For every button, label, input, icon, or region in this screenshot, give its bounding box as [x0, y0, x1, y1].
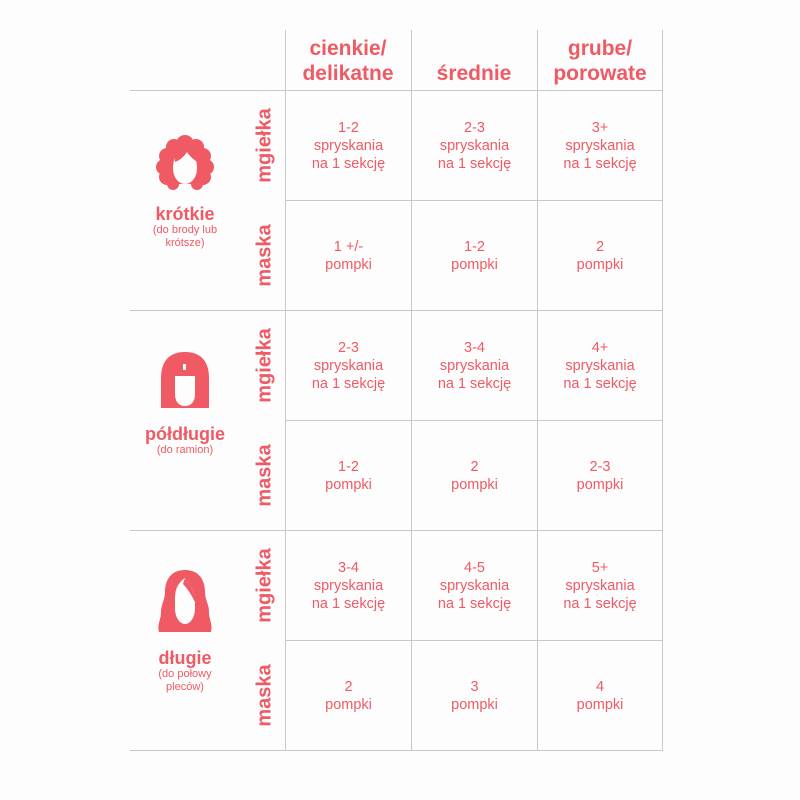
- group-note: (do brody lub krótsze): [152, 224, 218, 249]
- group-name: krótkie: [155, 204, 215, 224]
- table-cell: 1-2 spryskania na 1 sekcję: [311, 119, 386, 172]
- grid-line: [130, 750, 663, 751]
- table-cell: 1-2 pompki: [325, 458, 372, 493]
- column-header-thin: cienkie/ delikatne: [302, 37, 394, 85]
- hair-length-group-short: [130, 130, 240, 250]
- row-label-mask: maska: [253, 663, 276, 727]
- row-label-mist: mgiełka: [253, 327, 276, 403]
- hair-length-group-medium: [130, 350, 240, 457]
- medium-straight-hair-icon: [153, 350, 217, 414]
- table-cell: 4+ spryskania na 1 sekcję: [563, 339, 637, 392]
- row-label-mask: maska: [253, 223, 276, 287]
- table-cell: 2 pompki: [325, 678, 372, 713]
- short-curly-hair-icon: [153, 130, 217, 194]
- column-header-thick: grube/ porowate: [553, 37, 647, 85]
- table-cell: 4-5 spryskania na 1 sekcję: [437, 559, 512, 612]
- table-cell: 3-4 spryskania na 1 sekcję: [311, 559, 386, 612]
- table-cell: 5+ spryskania na 1 sekcję: [563, 559, 637, 612]
- table-cell: 3-4 spryskania na 1 sekcję: [437, 339, 512, 392]
- table-cell: 1 +/- pompki: [325, 238, 372, 273]
- table-cell: 4 pompki: [576, 678, 624, 713]
- table-cell: 3 pompki: [451, 678, 498, 713]
- row-label-mask: maska: [253, 443, 276, 507]
- group-name: półdługie: [145, 424, 225, 444]
- group-name: długie: [158, 648, 212, 668]
- column-header-medium: średnie: [436, 62, 512, 85]
- grid-line: [662, 30, 663, 750]
- table-cell: 2-3 pompki: [576, 458, 624, 493]
- table-cell: 2-3 spryskania na 1 sekcję: [311, 339, 386, 392]
- table-cell: 2 pompki: [576, 238, 624, 273]
- group-note: (do połowy pleców): [158, 668, 212, 693]
- group-note: (do ramion): [156, 444, 214, 456]
- row-label-mist: mgiełka: [253, 547, 276, 623]
- row-label-mist: mgiełka: [253, 107, 276, 183]
- hair-length-group-long: [130, 568, 240, 694]
- long-wavy-hair-icon: [153, 568, 217, 638]
- table-cell: 1-2 pompki: [451, 238, 498, 273]
- table-cell: 2 pompki: [451, 458, 498, 493]
- table-cell: 2-3 spryskania na 1 sekcję: [437, 119, 512, 172]
- table-cell: 3+ spryskania na 1 sekcję: [563, 119, 637, 172]
